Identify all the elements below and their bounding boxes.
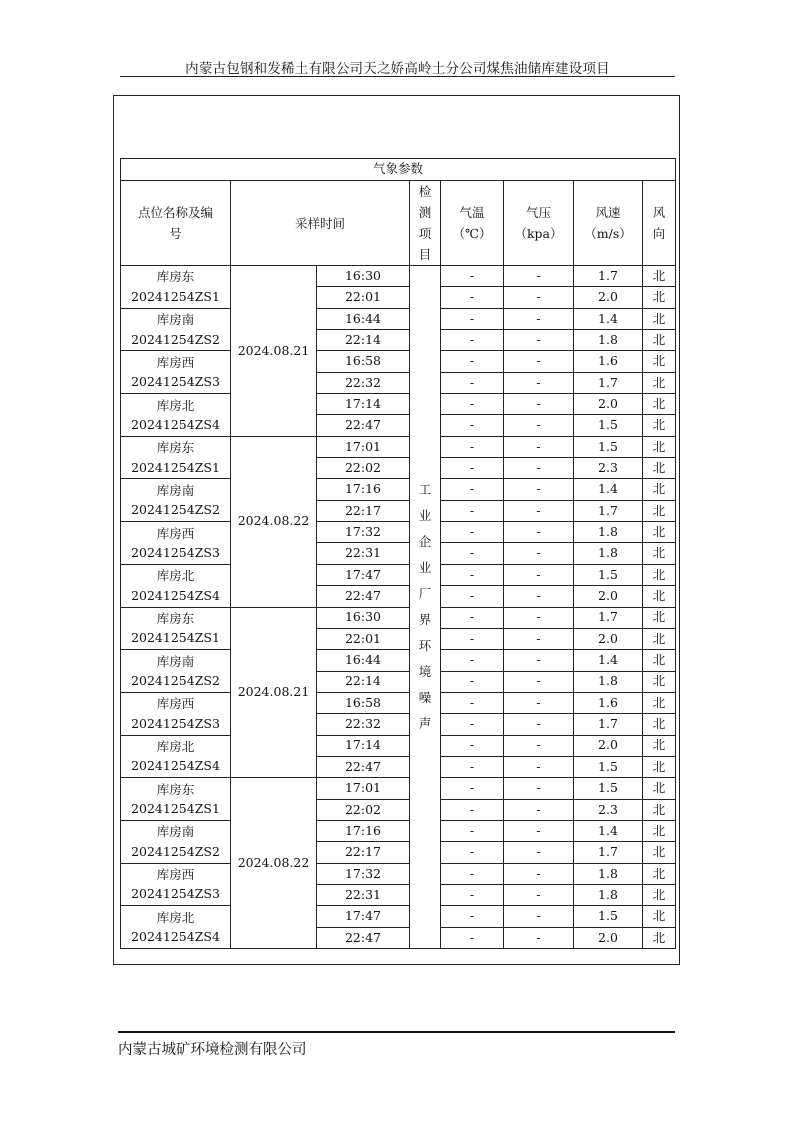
pressure-value: - bbox=[504, 756, 574, 777]
wind-direction-value: 北 bbox=[643, 607, 676, 628]
header-pressure-line: （kpa） bbox=[514, 226, 563, 241]
wind-direction-value: 北 bbox=[643, 820, 676, 841]
header-item bbox=[410, 181, 441, 266]
wind-direction-value: 北 bbox=[643, 266, 676, 287]
wind-direction-value: 北 bbox=[643, 671, 676, 692]
wind-direction-value: 北 bbox=[643, 330, 676, 351]
table-row bbox=[121, 820, 676, 841]
station-cell bbox=[121, 394, 231, 437]
sample-time: 22:32 bbox=[317, 714, 410, 735]
wind-speed-value: 1.7 bbox=[574, 500, 643, 521]
pressure-value: - bbox=[504, 458, 574, 479]
wind-direction-value: 北 bbox=[643, 628, 676, 649]
temp-value: - bbox=[441, 415, 504, 436]
station-cell bbox=[121, 436, 231, 479]
wind-speed-value: 1.7 bbox=[574, 607, 643, 628]
station-name: 库房南 bbox=[156, 482, 195, 498]
station-code: 20241254ZS2 bbox=[131, 843, 220, 859]
table-row bbox=[121, 650, 676, 671]
header-item-char: 项 bbox=[418, 226, 432, 241]
wind-speed-value: 1.6 bbox=[574, 692, 643, 713]
table-caption: 气象参数 bbox=[121, 159, 676, 181]
wind-direction-value: 北 bbox=[643, 415, 676, 436]
station-name: 库房西 bbox=[156, 696, 195, 712]
pressure-value: - bbox=[504, 522, 574, 543]
header-point-line: 点位名称及编 bbox=[137, 205, 213, 220]
sample-time: 17:32 bbox=[317, 863, 410, 884]
pressure-value: - bbox=[504, 436, 574, 457]
test-item-char: 环 bbox=[418, 638, 432, 653]
table-row bbox=[121, 351, 676, 372]
wind-speed-value: 1.8 bbox=[574, 863, 643, 884]
station-name: 库房西 bbox=[156, 354, 195, 370]
station-name: 库房东 bbox=[156, 440, 195, 456]
pressure-value: - bbox=[504, 415, 574, 436]
sample-date: 2024.08.21 bbox=[231, 607, 317, 778]
station-cell bbox=[121, 607, 231, 650]
temp-value: - bbox=[441, 714, 504, 735]
temp-value: - bbox=[441, 479, 504, 500]
test-item-char: 界 bbox=[418, 612, 432, 627]
table-row bbox=[121, 266, 676, 287]
temp-value: - bbox=[441, 607, 504, 628]
sample-time: 17:16 bbox=[317, 820, 410, 841]
sample-time: 22:17 bbox=[317, 500, 410, 521]
pressure-value: - bbox=[504, 671, 574, 692]
pressure-value: - bbox=[504, 266, 574, 287]
table-row bbox=[121, 436, 676, 457]
station-code: 20241254ZS4 bbox=[131, 587, 220, 603]
pressure-value: - bbox=[504, 607, 574, 628]
station-cell bbox=[121, 308, 231, 351]
station-name: 库房西 bbox=[156, 867, 195, 883]
wind-speed-value: 2.0 bbox=[574, 927, 643, 948]
station-code: 20241254ZS2 bbox=[131, 502, 220, 518]
table-body bbox=[121, 266, 676, 949]
header-point bbox=[121, 181, 231, 266]
pressure-value: - bbox=[504, 479, 574, 500]
header-wind-dir bbox=[643, 181, 676, 266]
station-code: 20241254ZS4 bbox=[131, 416, 220, 432]
wind-speed-value: 1.8 bbox=[574, 543, 643, 564]
page-header-title: 内蒙古包钢和发稀土有限公司天之娇高岭土分公司煤焦油储库建设项目 bbox=[185, 61, 610, 77]
header-pressure-line: 气压 bbox=[525, 205, 551, 220]
sample-time: 17:32 bbox=[317, 522, 410, 543]
table-row bbox=[121, 778, 676, 799]
sample-time: 16:30 bbox=[317, 607, 410, 628]
temp-value: - bbox=[441, 671, 504, 692]
sample-time: 17:14 bbox=[317, 735, 410, 756]
wind-speed-value: 1.5 bbox=[574, 415, 643, 436]
station-cell bbox=[121, 266, 231, 309]
header-temp bbox=[441, 181, 504, 266]
pressure-value: - bbox=[504, 372, 574, 393]
header-rule bbox=[120, 76, 675, 77]
header-time: 采样时间 bbox=[231, 181, 410, 266]
pressure-value: - bbox=[504, 394, 574, 415]
station-name: 库房北 bbox=[156, 909, 195, 925]
temp-value: - bbox=[441, 927, 504, 948]
sample-time: 22:47 bbox=[317, 756, 410, 777]
wind-speed-value: 1.7 bbox=[574, 714, 643, 735]
header-temp-line: （℃） bbox=[452, 226, 492, 241]
wind-speed-value: 2.3 bbox=[574, 458, 643, 479]
table-row bbox=[121, 692, 676, 713]
wind-direction-value: 北 bbox=[643, 543, 676, 564]
wind-direction-value: 北 bbox=[643, 778, 676, 799]
station-name: 库房北 bbox=[156, 397, 195, 413]
header-point-line: 号 bbox=[169, 226, 182, 241]
pressure-value: - bbox=[504, 330, 574, 351]
temp-value: - bbox=[441, 372, 504, 393]
wind-direction-value: 北 bbox=[643, 842, 676, 863]
station-cell bbox=[121, 650, 231, 693]
station-code: 20241254ZS1 bbox=[131, 801, 220, 817]
sample-time: 17:47 bbox=[317, 906, 410, 927]
sample-time: 22:02 bbox=[317, 458, 410, 479]
header-wind-speed-line: 风速 bbox=[595, 205, 621, 220]
temp-value: - bbox=[441, 330, 504, 351]
temp-value: - bbox=[441, 564, 504, 585]
wind-direction-value: 北 bbox=[643, 458, 676, 479]
station-name: 库房东 bbox=[156, 610, 195, 626]
station-code: 20241254ZS3 bbox=[131, 886, 220, 902]
table-row bbox=[121, 607, 676, 628]
station-code: 20241254ZS1 bbox=[131, 459, 220, 475]
station-name: 库房北 bbox=[156, 568, 195, 584]
temp-value: - bbox=[441, 906, 504, 927]
station-code: 20241254ZS3 bbox=[131, 544, 220, 560]
station-code: 20241254ZS2 bbox=[131, 331, 220, 347]
station-cell bbox=[121, 692, 231, 735]
table-row bbox=[121, 522, 676, 543]
temp-value: - bbox=[441, 863, 504, 884]
temp-value: - bbox=[441, 778, 504, 799]
station-code: 20241254ZS4 bbox=[131, 929, 220, 945]
pressure-value: - bbox=[504, 543, 574, 564]
wind-direction-value: 北 bbox=[643, 735, 676, 756]
wind-direction-value: 北 bbox=[643, 586, 676, 607]
sample-time: 22:31 bbox=[317, 543, 410, 564]
pressure-value: - bbox=[504, 500, 574, 521]
sample-time: 22:31 bbox=[317, 884, 410, 905]
wind-speed-value: 1.4 bbox=[574, 479, 643, 500]
wind-direction-value: 北 bbox=[643, 479, 676, 500]
sample-time: 22:47 bbox=[317, 586, 410, 607]
station-name: 库房北 bbox=[156, 739, 195, 755]
station-code: 20241254ZS1 bbox=[131, 630, 220, 646]
wind-speed-value: 1.7 bbox=[574, 266, 643, 287]
sample-date: 2024.08.22 bbox=[231, 778, 317, 949]
test-item-char: 工 bbox=[418, 482, 432, 497]
pressure-value: - bbox=[504, 863, 574, 884]
wind-direction-value: 北 bbox=[643, 884, 676, 905]
sample-time: 16:58 bbox=[317, 692, 410, 713]
wind-speed-value: 1.5 bbox=[574, 906, 643, 927]
temp-value: - bbox=[441, 628, 504, 649]
station-cell bbox=[121, 778, 231, 821]
temp-value: - bbox=[441, 308, 504, 329]
station-cell bbox=[121, 479, 231, 522]
sample-time: 16:44 bbox=[317, 308, 410, 329]
sample-time: 17:01 bbox=[317, 436, 410, 457]
temp-value: - bbox=[441, 394, 504, 415]
sample-time: 22:14 bbox=[317, 330, 410, 351]
temp-value: - bbox=[441, 756, 504, 777]
wind-direction-value: 北 bbox=[643, 863, 676, 884]
pressure-value: - bbox=[504, 351, 574, 372]
sample-time: 22:47 bbox=[317, 415, 410, 436]
wind-direction-value: 北 bbox=[643, 500, 676, 521]
header-wind-speed-line: （m/s） bbox=[584, 226, 632, 241]
header-pressure bbox=[504, 181, 574, 266]
sample-time: 16:58 bbox=[317, 351, 410, 372]
wind-direction-value: 北 bbox=[643, 927, 676, 948]
wind-direction-value: 北 bbox=[643, 799, 676, 820]
temp-value: - bbox=[441, 586, 504, 607]
wind-speed-value: 2.0 bbox=[574, 394, 643, 415]
temp-value: - bbox=[441, 522, 504, 543]
wind-direction-value: 北 bbox=[643, 372, 676, 393]
wind-speed-value: 1.5 bbox=[574, 436, 643, 457]
footer-company: 内蒙古城矿环境检测有限公司 bbox=[118, 1042, 307, 1058]
pressure-value: - bbox=[504, 714, 574, 735]
temp-value: - bbox=[441, 799, 504, 820]
header-wind-dir-line: 向 bbox=[652, 226, 666, 241]
temp-value: - bbox=[441, 650, 504, 671]
table-row bbox=[121, 479, 676, 500]
station-code: 20241254ZS1 bbox=[131, 288, 220, 304]
sample-time: 22:01 bbox=[317, 287, 410, 308]
sample-time: 17:16 bbox=[317, 479, 410, 500]
header-temp-line: 气温 bbox=[459, 205, 485, 220]
wind-direction-value: 北 bbox=[643, 564, 676, 585]
header-item-char: 目 bbox=[418, 247, 432, 262]
wind-direction-value: 北 bbox=[643, 394, 676, 415]
table-row bbox=[121, 394, 676, 415]
sample-date: 2024.08.21 bbox=[231, 266, 317, 437]
station-code: 20241254ZS3 bbox=[131, 715, 220, 731]
meteorological-table bbox=[120, 158, 676, 949]
pressure-value: - bbox=[504, 927, 574, 948]
station-cell bbox=[121, 564, 231, 607]
temp-value: - bbox=[441, 287, 504, 308]
pressure-value: - bbox=[504, 628, 574, 649]
wind-speed-value: 2.3 bbox=[574, 799, 643, 820]
wind-speed-value: 2.0 bbox=[574, 287, 643, 308]
test-item-char: 噪 bbox=[418, 690, 432, 705]
sample-date: 2024.08.22 bbox=[231, 436, 317, 607]
pressure-value: - bbox=[504, 884, 574, 905]
temp-value: - bbox=[441, 692, 504, 713]
wind-speed-value: 1.5 bbox=[574, 756, 643, 777]
wind-direction-value: 北 bbox=[643, 906, 676, 927]
pressure-value: - bbox=[504, 692, 574, 713]
wind-direction-value: 北 bbox=[643, 351, 676, 372]
wind-speed-value: 1.8 bbox=[574, 884, 643, 905]
pressure-value: - bbox=[504, 799, 574, 820]
station-code: 20241254ZS2 bbox=[131, 673, 220, 689]
sample-time: 22:01 bbox=[317, 628, 410, 649]
sample-time: 17:47 bbox=[317, 564, 410, 585]
station-code: 20241254ZS4 bbox=[131, 758, 220, 774]
sample-time: 22:14 bbox=[317, 671, 410, 692]
test-item-char: 境 bbox=[418, 664, 432, 679]
sample-time: 22:02 bbox=[317, 799, 410, 820]
header-item-char: 检 bbox=[418, 184, 432, 199]
wind-speed-value: 1.8 bbox=[574, 330, 643, 351]
test-item-char: 企 bbox=[418, 534, 432, 549]
station-name: 库房西 bbox=[156, 525, 195, 541]
station-name: 库房南 bbox=[156, 824, 195, 840]
wind-speed-value: 1.4 bbox=[574, 650, 643, 671]
temp-value: - bbox=[441, 458, 504, 479]
pressure-value: - bbox=[504, 842, 574, 863]
temp-value: - bbox=[441, 436, 504, 457]
pressure-value: - bbox=[504, 735, 574, 756]
station-code: 20241254ZS3 bbox=[131, 374, 220, 390]
test-item-char: 业 bbox=[418, 560, 432, 575]
wind-speed-value: 1.6 bbox=[574, 351, 643, 372]
table-row bbox=[121, 564, 676, 585]
wind-direction-value: 北 bbox=[643, 436, 676, 457]
temp-value: - bbox=[441, 820, 504, 841]
test-item-cell bbox=[410, 266, 441, 949]
test-item-char: 声 bbox=[418, 716, 432, 731]
pressure-value: - bbox=[504, 778, 574, 799]
pressure-value: - bbox=[504, 564, 574, 585]
wind-direction-value: 北 bbox=[643, 650, 676, 671]
station-cell bbox=[121, 735, 231, 778]
wind-direction-value: 北 bbox=[643, 714, 676, 735]
wind-direction-value: 北 bbox=[643, 287, 676, 308]
temp-value: - bbox=[441, 884, 504, 905]
wind-speed-value: 1.5 bbox=[574, 778, 643, 799]
wind-speed-value: 1.8 bbox=[574, 671, 643, 692]
wind-speed-value: 1.7 bbox=[574, 842, 643, 863]
wind-direction-value: 北 bbox=[643, 308, 676, 329]
table-row bbox=[121, 735, 676, 756]
wind-speed-value: 1.8 bbox=[574, 522, 643, 543]
pressure-value: - bbox=[504, 906, 574, 927]
wind-direction-value: 北 bbox=[643, 692, 676, 713]
test-item-char: 业 bbox=[418, 508, 432, 523]
temp-value: - bbox=[441, 735, 504, 756]
station-name: 库房东 bbox=[156, 269, 195, 285]
footer-rule bbox=[118, 1031, 675, 1033]
temp-value: - bbox=[441, 842, 504, 863]
wind-speed-value: 1.5 bbox=[574, 564, 643, 585]
wind-speed-value: 1.4 bbox=[574, 308, 643, 329]
wind-speed-value: 2.0 bbox=[574, 628, 643, 649]
wind-speed-value: 1.7 bbox=[574, 372, 643, 393]
wind-speed-value: 1.4 bbox=[574, 820, 643, 841]
table-row bbox=[121, 308, 676, 329]
header-wind-speed bbox=[574, 181, 643, 266]
station-name: 库房东 bbox=[156, 781, 195, 797]
sample-time: 16:30 bbox=[317, 266, 410, 287]
sample-time: 17:01 bbox=[317, 778, 410, 799]
station-cell bbox=[121, 863, 231, 906]
sample-time: 17:14 bbox=[317, 394, 410, 415]
sample-time: 16:44 bbox=[317, 650, 410, 671]
table-row bbox=[121, 906, 676, 927]
wind-direction-value: 北 bbox=[643, 756, 676, 777]
sample-time: 22:47 bbox=[317, 927, 410, 948]
pressure-value: - bbox=[504, 586, 574, 607]
station-cell bbox=[121, 906, 231, 949]
station-name: 库房南 bbox=[156, 312, 195, 328]
station-cell bbox=[121, 351, 231, 394]
sample-time: 22:17 bbox=[317, 842, 410, 863]
station-cell bbox=[121, 820, 231, 863]
table-row bbox=[121, 863, 676, 884]
temp-value: - bbox=[441, 351, 504, 372]
pressure-value: - bbox=[504, 650, 574, 671]
pressure-value: - bbox=[504, 820, 574, 841]
header-wind-dir-line: 风 bbox=[652, 205, 666, 220]
pressure-value: - bbox=[504, 287, 574, 308]
temp-value: - bbox=[441, 543, 504, 564]
wind-speed-value: 2.0 bbox=[574, 735, 643, 756]
sample-time: 22:32 bbox=[317, 372, 410, 393]
station-name: 库房南 bbox=[156, 653, 195, 669]
wind-speed-value: 2.0 bbox=[574, 586, 643, 607]
wind-direction-value: 北 bbox=[643, 522, 676, 543]
temp-value: - bbox=[441, 266, 504, 287]
test-item-char: 厂 bbox=[418, 586, 432, 601]
pressure-value: - bbox=[504, 308, 574, 329]
temp-value: - bbox=[441, 500, 504, 521]
header-item-char: 测 bbox=[418, 205, 432, 220]
station-cell bbox=[121, 522, 231, 565]
